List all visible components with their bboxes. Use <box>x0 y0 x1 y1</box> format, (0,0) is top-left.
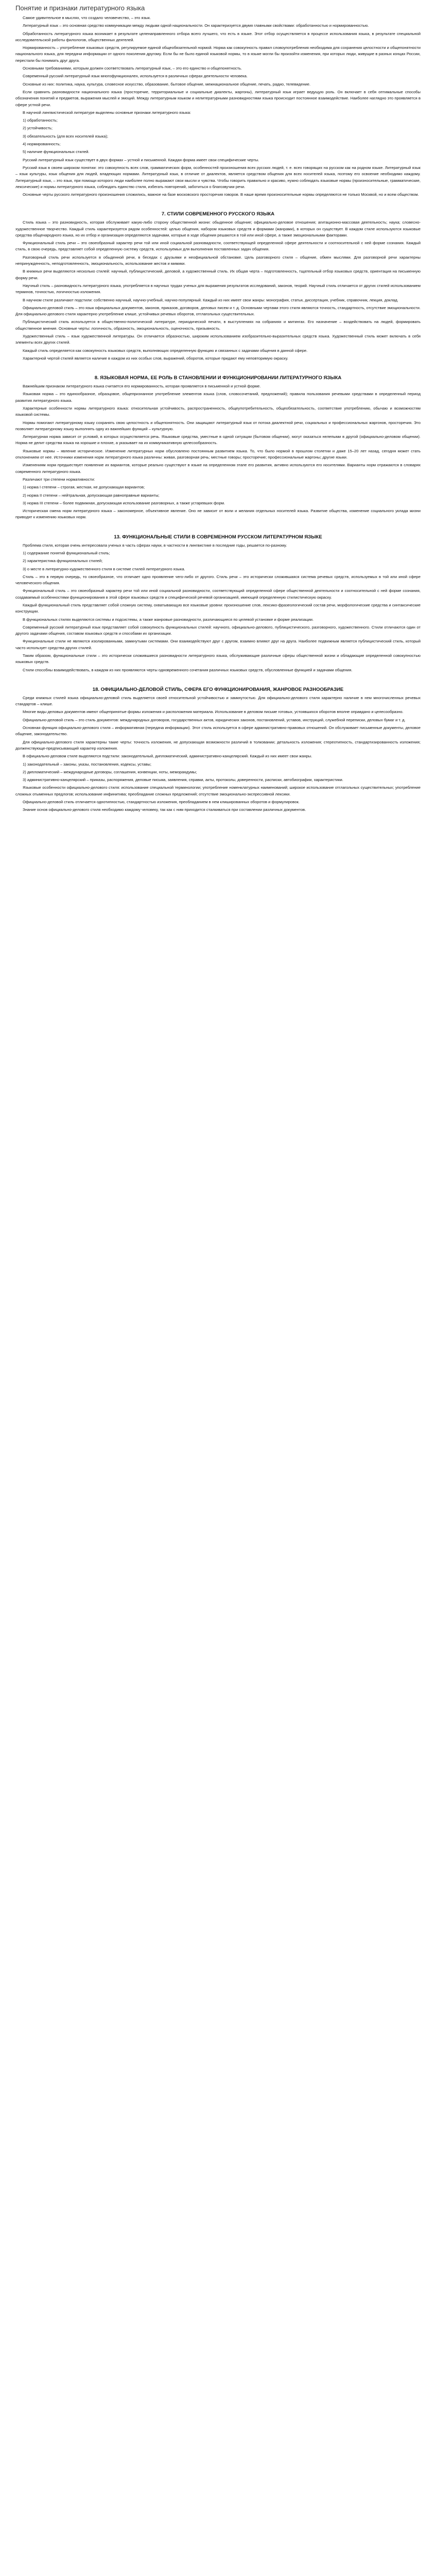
paragraph: Таким образом, функциональные стили – это исторически сложившиеся разновидности литературного языка, обслуживающие различные сферы общественной жизни и обладающие определенной совокупностью языковых средств. <box>15 653 421 665</box>
paragraph: Официально-деловой стиль – это язык официальных документов, законов, приказов, договоров, деловых писем и т. д. Основными чертами этого стиля являются точность, стандартность, отсутствие эмоциональности. Для официально-делового стиля характерно употребление клише, устойчивых речевых оборотов, отглагольных существительных. <box>15 305 421 317</box>
document-section <box>15 15 421 198</box>
section-spacer <box>15 367 421 372</box>
paragraph: Функциональный стиль речи – это своеобразный характер речи той или иной социальной разновидности, соответствующей определенной сфере деятельности и соотносительной с ней форме сознания. Каждый стиль, в свою очередь, представляет собой определенную систему средств, используемых для выполнения поставленных задач общения. <box>15 241 421 252</box>
paragraph: Для официально-делового стиля характерны такие черты: точность изложения, не допускающая возможности различий в толковании; детальность изложения; стереотипность, стандартизированность изложения; долженствующе-предписывающий характер изложения. <box>15 739 421 751</box>
paragraph: Обработанность литературного языка возникает в результате целенаправленного отбора всего лучшего, что есть в языке. Этот отбор осуществляется в процессе использования языка, в результате специальной исследовательской работы филологов, общественных деятелей. <box>15 31 421 42</box>
paragraph: Характерной чертой стилей является наличие в каждом из них особых слов, выражений, оборотов, которые придают ему неповторимую окраску. <box>23 355 288 361</box>
paragraph: Различают три степени нормативности: <box>23 477 95 482</box>
paragraph: Среди книжных стилей языка официально-деловой стиль выделяется своей относительной устойчивостью и замкнутостью. Для официально-делового стиля характерно наличие в нем многочисленных речевых стандартов – клише. <box>15 695 421 707</box>
paragraph: 2) характеристика функциональных стилей; <box>23 558 103 564</box>
paragraph: Современный русский литературный язык многофункционален, используется в различных сферах деятельности человека. <box>23 74 248 79</box>
section-heading: 13. ФУНКЦИОНАЛЬНЫЕ СТИЛИ В СОВРЕМЕННОМ РУССКОМ ЛИТЕРАТУРНОМ ЯЗЫКЕ <box>114 534 322 540</box>
paragraph: Изменениям норм предшествует появление их вариантов, которые реально существуют в языке на определенном этапе его развития, активно используются его носителями. Варианты норм отражаются в словарях современного литературного языка. <box>15 463 421 474</box>
paragraph: Каждый стиль определяется как совокупность языковых средств, выполняющих определенную функцию и связанных с задачами общения в данной сфере. <box>23 348 308 353</box>
paragraph: Характерные особенности нормы литературного языка: относительная устойчивость, распространенность, общеупотребительность, общеобязательность, соответствие употреблению, обычаю и возможностям языковой системы. <box>15 406 421 417</box>
paragraph: Функциональный стиль – это своеобразный характер речи той или иной социальной разновидности, соответствующий определенной сфере общественной деятельности и соотносительной с ней форме сознания, создаваемый особенностями функционирования в этой сфере языковых средств и специфической речевой организацией, имеющей определенную стилистическую окраску. <box>15 588 421 600</box>
paragraph: Русский язык в своем широком понятии: это совокупность всех слов, грамматических форм, особенностей произношения всех русских людей, т. е. всех говорящих на русском как на родном языке. Литературный язык – язык культуры, язык общения для людей, владеющих нормами. Литературный язык, в отличие от диалектов, является средством общения для всех носителей языка, поэтому его освоение необходимо каждому. Литературный язык, – это язык, при помощи которого люди наиболее полно выражают свои мысли и чувства. Чтобы говорить правильно и красиво, нужно соблюдать языковые нормы (произносительные, грамматические, лексические) и нормы литературного языка, соблюдать единство стиля, избегать повторений, заботиться о благозвучии речи. <box>15 165 421 189</box>
document-section <box>15 375 421 521</box>
paragraph: Нормированность – употребление языковых средств, регулируемое единой общеобязательной нормой. Норма как совокупность правил словоупотребления необходима для сохранения целостности и общепонятности национального языка, для передачи информации от одного поколения другому. Если бы не было единой языковой нормы, то в языке могли бы произойти изменения, при которых люди, живущие в разных концах России, перестали бы понимать друг друга. <box>15 45 421 63</box>
paragraph: Нормы помогают литературному языку сохранять свою целостность и общепонятность. Они защищают литературный язык от потока диалектной речи, социальных и профессиональных жаргонов, просторечия. Это позволяет литературному языку выполнять одну из важнейших функций – культурную. <box>15 420 421 431</box>
document-section <box>15 534 421 673</box>
paragraph: В книжных речи выделяются несколько стилей: научный, публицистический, деловой, а художественный стиль. Их общая черта – подготовленность, тщательный отбор языковых средств, ориентация на письменную форму речи. <box>15 269 421 280</box>
paragraph: Основная функция официально-делового стиля – информативная (передача информации). Этот стиль используется в сфере административно-правовых отношений. Он обслуживает письменные документы, деловое общение, законодательство. <box>15 725 421 737</box>
document-body <box>15 15 421 824</box>
paragraph: В научной лингвистической литературе выделены основные признаки литературного языка: <box>23 110 191 115</box>
section-heading: 7. СТИЛИ СОВРЕМЕННОГО РУССКОГО ЯЗЫКА <box>161 211 275 217</box>
section-heading: 18. ОФИЦИАЛЬНО-ДЕЛОВОЙ СТИЛЬ, СФЕРА ЕГО ФУНКЦИОНИРОВАНИЯ, ЖАНРОВОЕ РАЗНООБРАЗИЕ <box>92 686 344 692</box>
paragraph: В официально-деловом стиле выделяются подстили: законодательный, дипломатический, административно-канцелярский. Каждый из них имеет свои жанры. <box>23 754 312 759</box>
paragraph: Историческая смена норм литературного языка – закономерное, объективное явление. Оно не зависит от воли и желания отдельных носителей языка. Развитие общества, изменение социального уклада жизни приводят к изменению языковых норм. <box>15 509 421 520</box>
paragraph: 2) норма II степени – нейтральная, допускающая равноправные варианты; <box>23 493 160 498</box>
paragraph: 1) содержание понятий функциональный стиль; <box>23 550 110 555</box>
paragraph: Функциональные стили не являются изолированными, замкнутыми системами. Они взаимодействуют друг с другом, взаимно влияют друг на друга. Наиболее подвижным является публицистический стиль, который часто использует средства других стилей. <box>15 639 421 650</box>
paragraph: Многие виды деловых документов имеют общепринятые формы изложения и расположения материала. Использование в деловом письме готовых, устоявшихся оборотов вполне оправдано и целесообразно. <box>23 709 404 715</box>
document-section <box>15 687 421 814</box>
paragraph: 1) норма I степени – строгая, жесткая, не допускающая вариантов; <box>23 485 145 490</box>
paragraph: Каждый функциональный стиль представляет собой сложную систему, охватывающую все языковые уровни: произношение слов, лексико-фразеологический состав речи, морфологические средства и синтаксические конструкции. <box>15 603 421 614</box>
section-spacer <box>15 203 421 208</box>
paragraph: Стиль – это в первую очередь, то своеобразное, что отличает одно проявление чего-либо от другого. Стиль речи – это исторически сложившаяся система речевых средств, используемых в той или иной сфере человеческого общения. <box>15 574 421 586</box>
section-spacer <box>15 679 421 684</box>
paragraph: 2) устойчивость; <box>23 126 53 131</box>
paragraph: Основные черты русского литературного произношения сложились, важное на базе московского просторечия говоров. В наше время произносительные нормы определяются не только Москвой, но и всем обществом. <box>23 192 419 197</box>
paragraph: Научный стиль – разновидность литературного языка, употребляется в научных трудах ученых для выражения результатов исследований, законов, теорий. Научный стиль отличается от других стилей использованием терминов, точностью, логичностью изложения. <box>15 283 421 295</box>
paragraph: Проблема стиля, которая очень интересовала ученых в часть сферах науки, в частности в лингвистике в последние годы, решается по-разному. <box>23 543 287 548</box>
paragraph: Стили способны взаимодействовать, в каждом из них проявляются черты одновременного сочетания различных языковых средств, обусловленные функцией и задачами общения. <box>23 667 353 672</box>
paragraph: Основными требованиями, которым должен соответствовать литературный язык, – это его единство и общепонятность. <box>23 66 242 71</box>
paragraph: 1) законодательный – законы, указы, постановления, кодексы, уставы; <box>23 761 151 767</box>
paragraph: 3) обязательность (для всех носителей языка); <box>23 133 108 139</box>
section-spacer <box>15 526 421 531</box>
paragraph: Литературная норма зависит от условий, в которых осуществляется речь. Языковые средства, уместные в одной ситуации (бытовом общении), могут оказаться нелепыми в другой (официально-деловом общении). Норма не делит средства языка на хорошие и плохие, а указывает на их коммуникативную целесообразность. <box>15 434 421 446</box>
paragraph: 3) норма III степени – более подвижная, допускающая использование разговорных, а также устаревших форм. <box>23 500 225 505</box>
paragraph: Художественный стиль – язык художественной литературы. Он отличается образностью, широким использованием изобразительно-выразительных средств языка. Художественный стиль может включать в себя элементы всех других стилей. <box>15 334 421 345</box>
paragraph: 5) наличие функциональных стилей. <box>23 149 90 155</box>
paragraph: Разговорный стиль речи используется в обыденной речи, в беседах с друзьями и неофициальной обстановке. Цель разговорного стиля – общение, обмен мыслями. Для разговорной речи характерны непринужденность, неподготовленность, эмоциональность, использование жестов и мимики. <box>15 255 421 266</box>
paragraph: Русский литературный язык существует в двух формах – устной и письменной. Каждая форма имеет свои специфические черты. <box>23 157 259 162</box>
paragraph: Стиль языка – это разновидность, которая обслуживает какую-либо сторону общественной жизни: обыденное общение; официально-деловое отношения; агитационно-массовая деятельность; наука; словесно-художественное творчество. Каждый стиль характеризуется рядом особенностей: целью общения, набором языковых средств и формами (жанрами), в которых он существует. В каждом стиле используются языковые средства общенародного языка, но их отбор и организация определяются задачами, которые в ходе общения решаются в той или иной сфере, а также эмоциональными факторами. <box>15 220 421 238</box>
paragraph: Публицистический стиль используется в общественно-политической литературе, периодической печати, в выступлениях на собраниях и митингах. Его назначение – воздействовать на людей, формировать общественное мнение. Основные черты: логичность, образность, эмоциональность, оценочность, призывность. <box>15 319 421 331</box>
document-page <box>0 0 436 839</box>
paragraph: Языковые нормы – явление историческое. Изменение литературных норм обусловлено постоянным развитием языка. То, что было нормой в прошлом столетии и даже 15–20 лет назад, сегодня может стать отклонением от нее. Источники изменения норм литературного языка различны: живая, разговорная речь; местные говоры; просторечие; профессиональные жаргоны; другие языки. <box>15 448 421 460</box>
section-spacer <box>15 819 421 824</box>
paragraph: 1) обработанность; <box>23 118 58 123</box>
paragraph: Основные из них: политика, наука, культура, словесное искусство, образование, бытовое общение, межнациональное общение, печать, радио, телевидение. <box>23 81 311 87</box>
section-heading: 8. ЯЗЫКОВАЯ НОРМА, ЕЕ РОЛЬ В СТАНОВЛЕНИИ И ФУНКЦИОНИРОВАНИИ ЛИТЕРАТУРНОГО ЯЗЫКА <box>94 375 342 381</box>
paragraph: Важнейшим признаком литературного языка считается его нормированность, которая проявляется в письменной и устной форме. <box>23 384 261 389</box>
document-section <box>15 211 421 362</box>
paragraph: Современный русский литературный язык представляет собой совокупность функциональных стилей: научного, официально-делового, публицистического, разговорного, художественного. Стили отличаются один от другого задачами общения, составом языковых средств и способами их организации. <box>15 624 421 636</box>
paragraph: Официально-деловой стиль – это стиль документов: международных договоров, государственных актов, юридических законов, постановлений, уставов, инструкций, служебной переписки, деловых бумаг и т. д. <box>23 717 406 722</box>
paragraph: 2) дипломатический – международные договоры, соглашения, конвенции, ноты, меморандумы; <box>23 769 197 774</box>
paragraph: Самое удивительное в мыслях, что создало человечество, – это язык. <box>23 15 151 20</box>
paragraph: 3) о месте в литературно-художественного стиля в системе стилей литературного языка. <box>23 566 185 571</box>
paragraph: Языковые особенности официально-делового стиля: использование специальной терминологии; употребление номенклатурных наименований; широкое использование отглагольных существительных; употребление сложных отыменных предлогов; использование инфинитива; преобладание сложных предложений; отсутствие эмоционально-экспрессивной лексики. <box>15 785 421 796</box>
paragraph: 4) нормированность; <box>23 142 61 147</box>
page-title: Понятие и признаки литературного языка <box>15 4 145 12</box>
paragraph: В научном стиле различают подстили: собственно научный, научно-учебный, научно-популярный. Каждый из них имеет свои жанры: монография, статья, диссертация, учебник, справочник, лекция, доклад. <box>23 297 398 302</box>
paragraph: В функциональных стилях выделяются системы и подсистемы, а также жанровые разновидности, различающиеся по целевой установке и форме реализации. <box>23 617 314 622</box>
paragraph: Знание основ официально-делового стиля необходимо каждому человеку, так как с ним приходится сталкиваться при составлении различных документов. <box>23 807 306 812</box>
paragraph: Официально-деловой стиль отличается однотипностью, стандартностью изложения, преобладанием в нем клишированных оборотов и формулировок. <box>23 800 300 804</box>
paragraph: 3) административно-канцелярский – приказы, распоряжения, деловые письма, заявления, справки, акты, протоколы, доверенности, расписки, автобиографии, характеристики. <box>23 777 343 783</box>
paragraph: Языковая норма – это единообразное, образцовое, общепризнанное употребление элементов языка (слов, словосочетаний, предложений); правила пользования речевыми средствами в определенный период развития литературного языка. <box>15 392 421 403</box>
paragraph: Если сравнить разновидности национального языка (просторечие, территориальные и социальные диалекты, жаргоны), литературный язык играет ведущую роль. Он включает в себя оптимальные способы обозначения понятий и предметов, выражения мыслей и эмоций. Между литературным языком и нелитературными разновидностями языка происходит постоянное взаимодействие. Наиболее наглядно это проявляется в сфере устной речи. <box>15 89 421 107</box>
paragraph: Литературный язык – это основная средство коммуникации между людьми одной национальности. Он характеризуется двумя главными свойствами: обработанностью и нормированностью. <box>23 23 369 28</box>
